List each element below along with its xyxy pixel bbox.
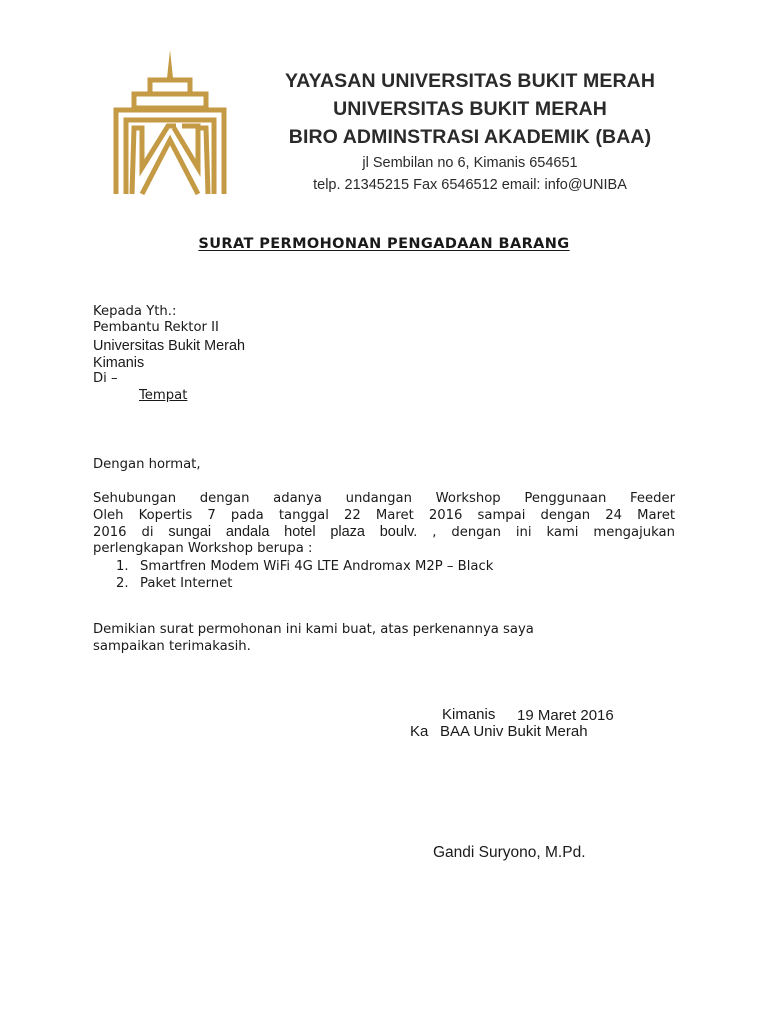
workshop-location: sungai andala hotel plaza boulv. [168,524,418,540]
list-item-text: Smartfren Modem WiFi 4G LTE Andromax M2P – Black [140,559,494,574]
recipient-place: Tempat [139,388,188,403]
document-title: SURAT PERMOHONAN PENGADAAN BARANG [198,236,570,252]
recipient-institution: Universitas Bukit Merah [93,338,245,354]
signature-title-prefix: Ka [410,723,429,740]
recipient-position: Pembantu Rektor II [93,320,219,335]
item-list [116,558,493,592]
body-line-3 [93,524,675,541]
list-item [116,575,493,592]
body-line-3-start: 2016 di [93,525,154,540]
letterhead-university: UNIVERSITAS BUKIT MERAH [333,98,607,120]
recipient-city: Kimanis [93,355,145,371]
signature-date: 19 Maret 2016 [517,707,614,724]
list-item-number: 1. [116,559,129,574]
list-item [116,558,493,575]
body-line-2: Oleh Kopertis 7 pada tanggal 22 Maret 2016 sampai dengan 24 Maret [93,507,675,523]
signature-title: BAA Univ Bukit Merah [440,723,588,740]
letterhead-contact: telp. 21345215 Fax 6546512 email: info@UNIBA [313,177,627,193]
letterhead-foundation: YAYASAN UNIVERSITAS BUKIT MERAH [284,70,656,92]
letterhead-department: BIRO ADMINSTRASI AKADEMIK (BAA) [288,126,652,148]
closing-line-2: sampaikan terimakasih. [93,639,251,654]
recipient-di: Di – [93,371,118,386]
letterhead-address: jl Sembilan no 6, Kimanis 654651 [362,155,578,171]
list-item-number: 2. [116,576,129,591]
recipient-greeting: Kepada Yth.: [93,304,177,319]
signatory-name: Gandi Suryono, M.Pd. [433,844,586,861]
list-item-text: Paket Internet [140,576,233,591]
salutation: Dengan hormat, [93,457,201,472]
signature-city: Kimanis [442,706,496,723]
body-line-4: perlengkapan Workshop berupa : [93,540,313,556]
body-paragraph [93,491,675,557]
closing-line-1: Demikian surat permohonan ini kami buat, atas perkenannya saya [93,622,534,637]
body-line-3-end: , dengan ini kami mengajukan [432,525,675,540]
university-building-logo-icon [112,48,228,198]
body-line-1: Sehubungan dengan adanya undangan Workshop Penggunaan Feeder [93,491,675,506]
